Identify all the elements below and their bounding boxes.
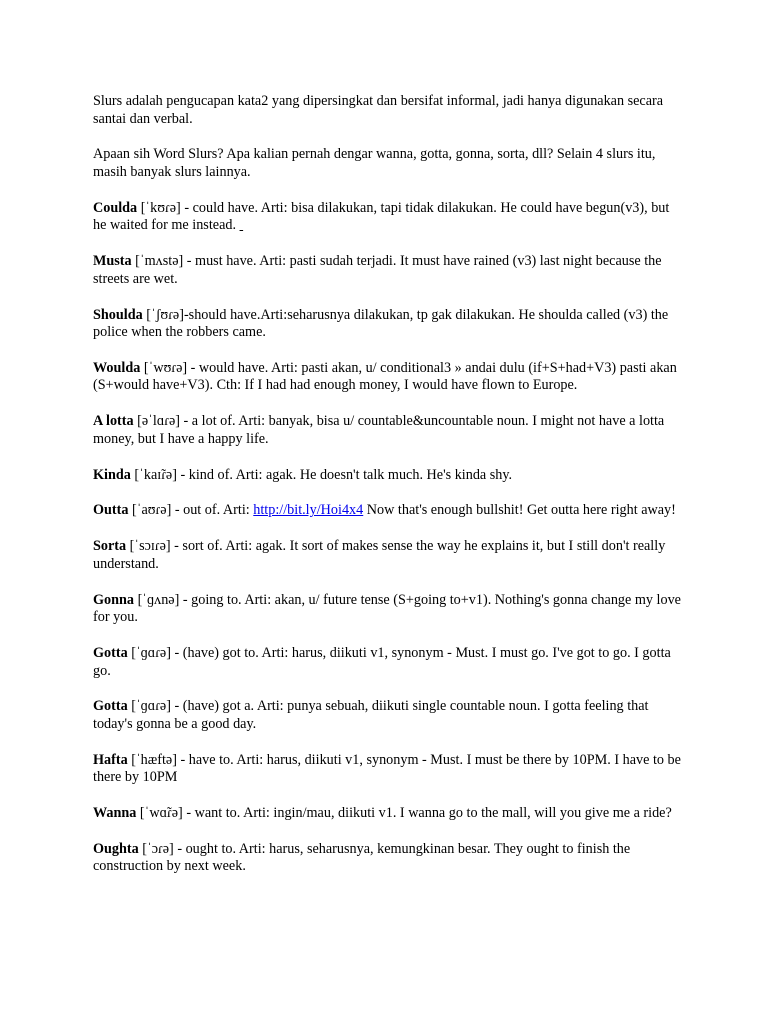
entry-shoulda [93, 307, 683, 342]
trailing-underline [240, 217, 244, 233]
document-body [93, 93, 683, 894]
entry-term: Woulda [93, 359, 141, 376]
intro-paragraph: Apaan sih Word Slurs? Apa kalian pernah dengar wanna, gotta, gonna, sorta, dll? Selain 4 slurs itu, masih banyak slurs lainnya. [93, 146, 656, 180]
entry-coulda [93, 200, 683, 235]
entry-definition: [ˈwʊɾə] - would have. Arti: pasti akan, u/ conditional3 » andai dulu (if+S+had+V3) pasti akan (S+would have+V3). Cth: If I had had enough money, I would have flown to Europe. [93, 359, 677, 394]
entry-definition: [ˈsɔɪɾə] - sort of. Arti: agak. It sort of makes sense the way he explains it, but I still don't really understand. [93, 538, 666, 572]
entry-gonna [93, 592, 683, 627]
entry-term: Outta [93, 502, 129, 519]
entry-woulda [93, 360, 683, 395]
entry-term: Shoulda [93, 306, 143, 323]
entry-definition: [ˈɡɑɾə] - (have) got to. Arti: harus, diikuti v1, synonym - Must. I must go. I've got to go. I gotta go. [93, 644, 671, 679]
entry-definition: [ˈwɑ̃ɾə] - want to. Arti: ingin/mau, diikuti v1. I wanna go to the mall, will you give me a ride? [136, 805, 672, 822]
entry-definition: [əˈlɑɾə] - a lot of. Arti: banyak, bisa u/ countable&uncountable noun. I might not have a lotta money, but I have a happy life. [93, 413, 665, 447]
entry-kinda [93, 467, 683, 485]
entry-term: Hafta [93, 751, 128, 768]
bitly-link[interactable]: http://bit.ly/Hoi4x4 [253, 502, 364, 519]
entry-term: Gonna [93, 591, 135, 608]
entry-gotta-to [93, 645, 683, 680]
entry-definition: [ˈhæftə] - have to. Arti: harus, diikuti v1, synonym - Must. I must be there by 10PM. I have to be there by 10PM [93, 751, 681, 786]
entry-definition: Now that's enough bullshit! Get outta here right away! [363, 502, 676, 519]
entry-definition: [ˈɡʌnə] - going to. Arti: akan, u/ future tense (S+going to+v1). Nothing's gonna change my love for you. [93, 591, 681, 626]
entry-term: Musta [93, 253, 132, 270]
entry-sorta [93, 538, 683, 573]
entry-term: Wanna [93, 805, 137, 822]
entry-definition: [ˈʃʊɾə]-should have.Arti:seharusnya dilakukan, tp gak dilakukan. He shoulda called (v3) the police when the robbers came. [93, 306, 669, 341]
entry-definition: [ˈmʌstə] - must have. Arti: pasti sudah terjadi. It must have rained (v3) last night because the streets are wet. [93, 253, 662, 287]
entry-definition: [ˈɔɾə] - ought to. Arti: harus, seharusnya, kemungkinan besar. They ought to finish the construction by next week. [93, 840, 631, 875]
entry-outta [93, 502, 683, 520]
entry-term: Gotta [93, 644, 128, 661]
entry-definition: [ˈaʊɾə] - out of. Arti: [128, 502, 254, 519]
intro-paragraph: Slurs adalah pengucapan kata2 yang dipersingkat dan bersifat informal, jadi hanya digunakan secara santai dan verbal. [93, 93, 664, 127]
entry-term: Oughta [93, 840, 139, 857]
entry-gotta-a [93, 698, 683, 733]
entry-term: Kinda [93, 466, 131, 483]
entry-term: Coulda [93, 199, 138, 216]
entry-hafta [93, 752, 683, 787]
entry-definition: [ˈkʊɾə] - could have. Arti: bisa dilakukan, tapi tidak dilakukan. He could have begun(v3), but he waited for me instead. [93, 199, 670, 234]
entry-wanna [93, 805, 683, 823]
entry-term: Gotta [93, 698, 128, 715]
entry-definition: [ˈkaɪ̃ɾə] - kind of. Arti: agak. He doesn't talk much. He's kinda shy. [130, 466, 513, 483]
entry-term: Sorta [93, 538, 127, 555]
entry-musta [93, 253, 683, 288]
entry-a-lotta [93, 413, 683, 448]
entry-term: A lotta [93, 413, 134, 430]
entry-definition: [ˈɡɑɾə] - (have) got a. Arti: punya sebuah, diikuti single countable noun. I gotta feeling that today's gonna be a good day. [93, 698, 649, 732]
entry-oughta [93, 841, 683, 876]
